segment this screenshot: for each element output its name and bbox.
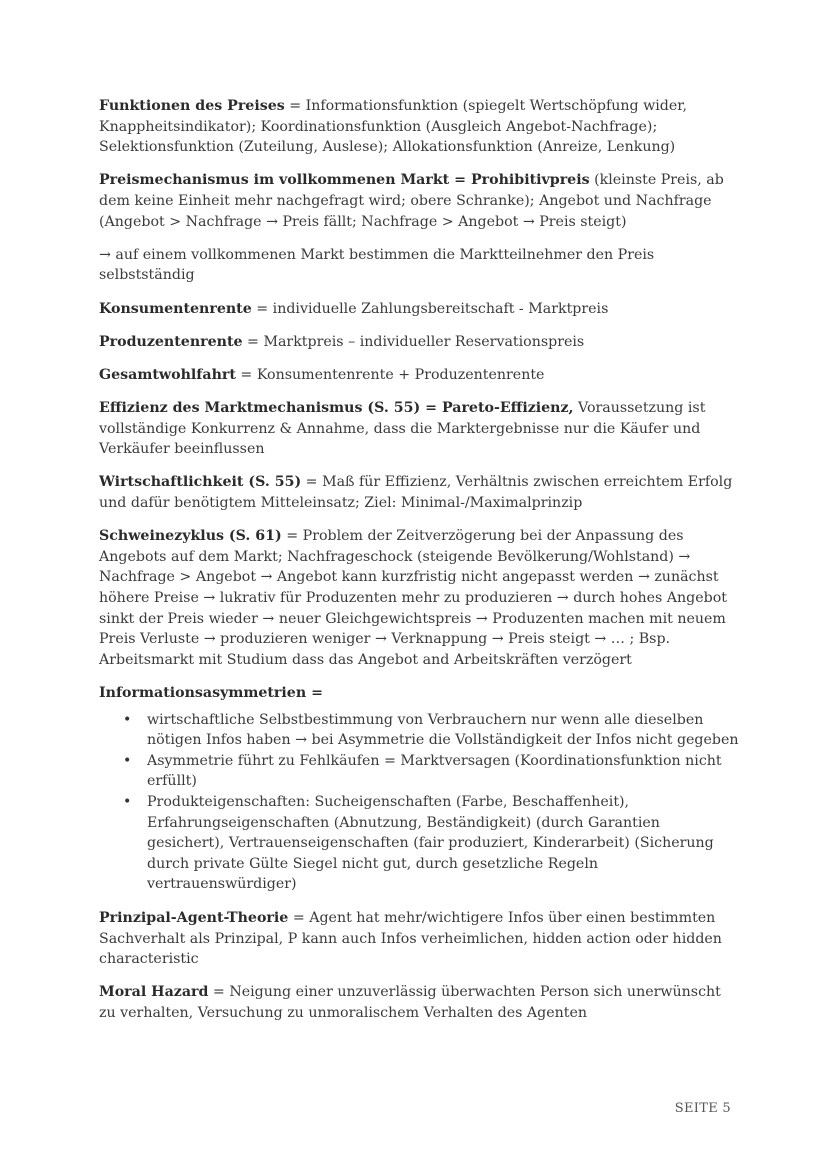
term-produzentenrente: Produzentenrente (99, 333, 243, 350)
paragraph-prinzipal-agent (99, 908, 739, 970)
conclusion-text: → auf einem vollkommenen Markt bestimmen die Marktteilnehmer den Preis selbstständig (99, 246, 655, 284)
definition-effizienz: Voraussetzung ist vollständige Konkurrenz & Annahme, dass die Marktergebnisse nur die Käufer und Verkäufer beeinflussen (99, 400, 706, 458)
paragraph-informationsasymmetrien (99, 683, 739, 704)
paragraph-gesamtwohlfahrt (99, 365, 739, 386)
definition-produzentenrente: = Marktpreis – individueller Reservationspreis (242, 333, 585, 350)
term-gesamtwohlfahrt: Gesamtwohlfahrt (99, 366, 236, 383)
term-prinzipal-agent-theorie: Prinzipal-Agent-Theorie (99, 909, 289, 926)
term-moral-hazard: Moral Hazard (99, 984, 209, 1001)
term-schweinezyklus: Schweinezyklus (S. 61) (99, 528, 282, 545)
definition-gesamtwohlfahrt: = Konsumentenrente + Produzentenrente (235, 366, 545, 383)
paragraph-conclusion-markt (99, 245, 739, 286)
term-prohibitivpreis: Prohibitivpreis (470, 172, 590, 189)
definition-wirtschaftlichkeit: = Maß für Effizienz, Verhältnis zwischen erreichtem Erfolg und dafür benötigtem Mitteleinsatz; Ziel: Minimal-/Maximalprinzip (99, 474, 733, 512)
definition-preismechanismus: (kleinste Preis, ab dem keine Einheit mehr nachgefragt wird; obere Schranke); Angebot und Nachfrage (Angebot > Nachfrage → Preis fällt; Nachfrage > Angebot → Preis steigt) (99, 172, 724, 230)
term-konsumentenrente: Konsumentenrente (99, 300, 252, 317)
equals-sign: = (420, 400, 442, 417)
paragraph-moral-hazard (99, 982, 739, 1023)
paragraph-konsumentenrente (99, 299, 739, 320)
list-item: • wirtschaftliche Selbstbestimmung von Verbrauchern nur wenn alle dieselben nötigen Infos haben → bei Asymmetrie die Vollständigkeit der Infos nicht gegeben (147, 710, 739, 751)
paragraph-wirtschaftlichkeit (99, 472, 739, 513)
definition-moral-hazard: = Neigung einer unzuverlässig überwachten Person sich unerwünscht zu verhalten, Versuchung zu unmoralischem Verhalten des Agenten (99, 984, 721, 1021)
paragraph-preismechanismus (99, 170, 739, 232)
definition-funktionen-des-preises: = Informationsfunktion (spiegelt Wertschöpfung wider, Knappheitsindikator); Koordinationsfunktion (Ausgleich Angebot-Nachfrage); Selektionsfunktion (Zuteilung, Auslese); Allokationsfunktion (Anreize, Lenkung) (99, 98, 687, 156)
term-pareto-effizienz: Pareto-Effizienz, (441, 400, 574, 417)
term-funktionen-des-preises: Funktionen des Preises (99, 98, 285, 114)
term-preismechanismus: Preismechanismus im vollkommenen Markt (99, 172, 450, 189)
definition-schweinezyklus: = Problem der Zeitverzögerung bei der Anpassung des Angebots auf dem Markt; Nachfrageschock (steigende Bevölkerung/Wohlstand) → Nachfrage > Angebot → Angebot kann kurzfristig nicht angepasst werden → zunächst höhere Preise → lukrativ für Produzenten mehr zu produzieren → durch hohes Angebot sinkt der Preis wieder → neuer Gleichgewichtspreis → Produzenten machen mit neuem Preis Verluste → produzieren weniger → Verknappung → Preis steigt → … ; Bsp. Arbeitsmarkt mit Studium dass das Angebot and Arbeitskräften verzögert (99, 528, 727, 668)
definition-prinzipal-agent: = Agent hat mehr/wichtigere Infos über einen bestimmten Sachverhalt als Prinzipal, P kann auch Infos verheimlichen, hidden action oder hidden characteristic (99, 909, 722, 968)
list-item: • Produkteigenschaften: Sucheigenschaften (Farbe, Beschaffenheit), Erfahrungseigenschaften (Abnutzung, Beständigkeit) (durch Garantien gesichert), Vertrauenseigenschaften (fair produziert, Kinderarbeit) (Sicherung durch private Gülte Siegel nicht gut, durch gesetzliche Regeln vertrauenswürdiger) (147, 792, 739, 895)
term-effizienz: Effizienz des Marktmechanismus (S. 55) (99, 400, 421, 417)
equals-sign: = (449, 172, 471, 189)
paragraph-schweinezyklus (99, 526, 739, 670)
paragraph-funktionen-des-preises (99, 96, 739, 158)
list-item: • Asymmetrie führt zu Fehlkäufen = Marktversagen (Koordinationsfunktion nicht erfüllt) (147, 751, 739, 792)
informationsasymmetrien-list (99, 710, 739, 895)
paragraph-effizienz (99, 398, 739, 460)
page-number: SEITE 5 (674, 1101, 731, 1116)
document-page (99, 96, 739, 1036)
definition-konsumentenrente: = individuelle Zahlungsbereitschaft - Marktpreis (251, 300, 609, 317)
paragraph-produzentenrente (99, 332, 739, 353)
term-informationsasymmetrien: Informationsasymmetrien = (99, 685, 323, 701)
term-wirtschaftlichkeit: Wirtschaftlichkeit (S. 55) (99, 474, 302, 491)
